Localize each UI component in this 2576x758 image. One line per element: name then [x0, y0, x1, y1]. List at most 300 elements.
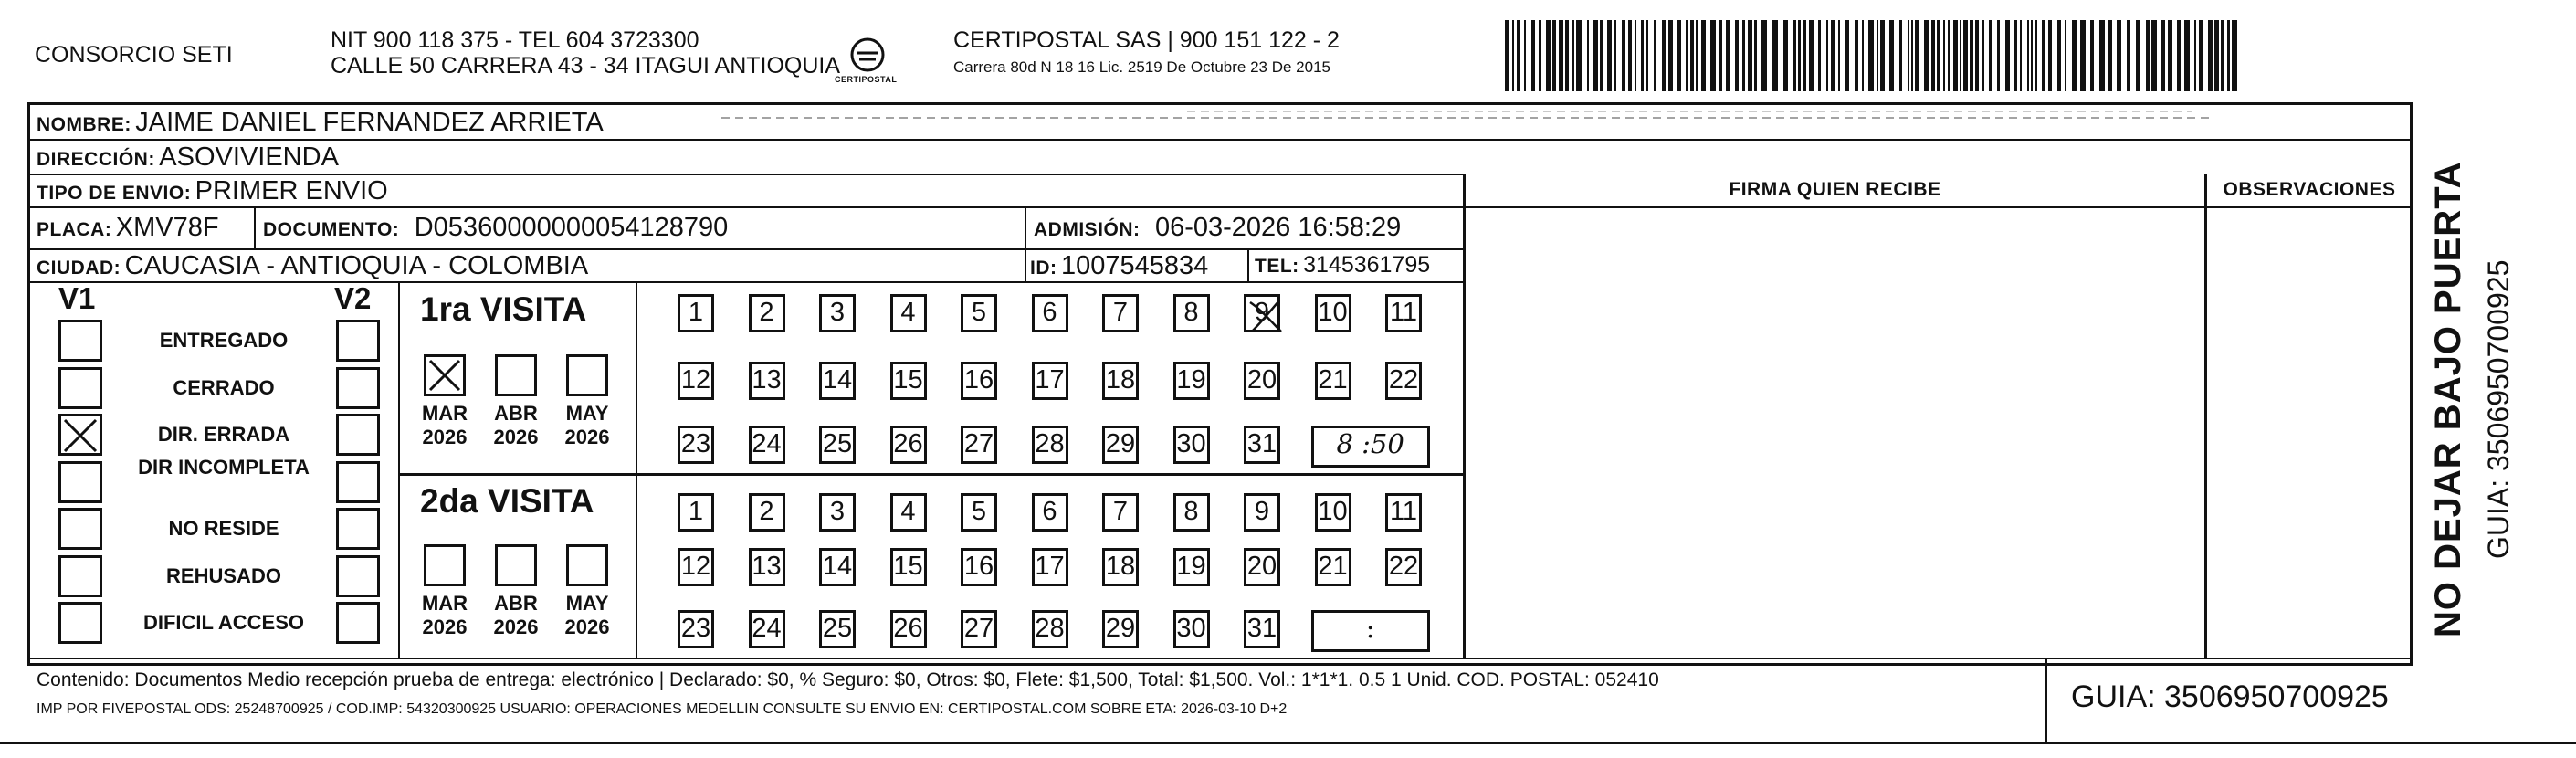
barcode-bar [1628, 20, 1632, 91]
barcode-bar [1587, 20, 1589, 91]
barcode-bar [1754, 20, 1757, 91]
second-day-cell[interactable] [890, 493, 927, 532]
v2-checkbox-6[interactable] [336, 602, 380, 644]
day-number: 25 [822, 614, 853, 643]
barcode-bar [1803, 20, 1806, 91]
admision-label: ADMISIÓN: [1034, 219, 1141, 240]
barcode-bar [2177, 20, 2181, 91]
x-mark-icon [426, 357, 463, 394]
month-year: 2026 [422, 426, 468, 448]
day-number: 16 [963, 365, 994, 395]
firma-area[interactable] [1466, 206, 2204, 658]
contenido-line: Contenido: Documentos Medio recepción prueba de entrega: electrónico | Declarado: $0, % Seguro: $0, Otros: $0, Flete: $1,500, Total: $1,500. Vol.: 1*1*1. 0.5 1 Unid. COD. POSTAL: 052410 [37, 669, 1659, 690]
second-day-cell[interactable] [1315, 548, 1351, 586]
barcode-bar [1524, 20, 1526, 91]
second-day-cell[interactable] [1032, 610, 1068, 648]
barcode-bar [1924, 20, 1929, 91]
documento-row [263, 213, 728, 243]
observaciones-header: OBSERVACIONES [2223, 179, 2396, 200]
day-number: 14 [822, 552, 853, 581]
month-year: 2026 [493, 426, 539, 448]
first-time-box[interactable]: 8 :50 [1311, 426, 1430, 468]
barcode-bar [2146, 20, 2150, 91]
second-day-cell[interactable] [1385, 493, 1422, 532]
barcode-bar [1989, 20, 1992, 91]
imp-line: IMP POR FIVEPOSTAL ODS: 25248700925 / COD.IMP: 54320300925 USUARIO: OPERACIONES MEDELLIN CONSULTE SU ENVIO EN: CERTIPOSTAL.COM SOBRE ETA: 2026-03-10 D+2 [37, 701, 1288, 717]
first-day-cell[interactable] [1102, 294, 1139, 332]
barcode-bar [2005, 20, 2010, 91]
barcode-bar [2108, 20, 2112, 91]
barcode-bar [2136, 20, 2140, 91]
barcode-bar [1614, 20, 1616, 91]
v2-checkbox-4[interactable] [336, 508, 380, 550]
second-day-cell[interactable] [749, 610, 785, 648]
day-number: 18 [1105, 552, 1136, 581]
first-day-cell[interactable] [961, 426, 997, 464]
day-number: 30 [1176, 614, 1206, 643]
carrier-address: Carrera 80d N 18 16 Lic. 2519 De Octubre 23 De 2015 [953, 58, 1330, 76]
tipo-row [37, 176, 388, 206]
day-number: 31 [1246, 429, 1277, 458]
day-number: 2 [759, 497, 774, 526]
barcode-bar [2090, 20, 2094, 91]
barcode-bar [2048, 20, 2052, 91]
day-number: 25 [822, 429, 853, 458]
ciudad-label: CIUDAD: [37, 258, 121, 279]
placa-value: XMV78F [115, 213, 219, 242]
second-day-cell[interactable] [1102, 548, 1139, 586]
barcode-bar [1539, 20, 1541, 91]
barcode-bar [2221, 20, 2224, 91]
day-number: 28 [1035, 614, 1065, 643]
month-year: 2026 [422, 616, 468, 638]
direccion-value: ASOVIVIENDA [159, 142, 339, 172]
second-day-cell[interactable] [1032, 548, 1068, 586]
barcode-bar [1512, 20, 1514, 91]
barcode-bar [2057, 20, 2061, 91]
status-option-label: DIR. ERRADA [157, 423, 290, 446]
tipo-label: TIPO DE ENVIO: [37, 183, 192, 204]
guia-vertical: GUIA: 3506950700925 [2482, 259, 2515, 559]
status-option-label: DIFICIL ACCESO [142, 611, 304, 634]
day-number: 27 [963, 614, 994, 643]
barcode-icon [1505, 20, 2237, 91]
first-day-cell[interactable] [890, 426, 927, 464]
status-option-label: DIR INCOMPLETA [138, 455, 310, 479]
second-day-cell[interactable] [749, 548, 785, 586]
first-day-cell[interactable] [678, 426, 714, 464]
first-day-cell[interactable] [1102, 426, 1139, 464]
day-number: 27 [963, 429, 994, 458]
day-number: 29 [1105, 429, 1136, 458]
barcode-bar [1552, 20, 1556, 91]
day-number: 12 [680, 552, 711, 581]
admision-value: 06-03-2026 16:58:29 [1154, 213, 1402, 242]
first-day-cell[interactable] [1173, 362, 1210, 400]
first-day-cell[interactable] [1032, 426, 1068, 464]
day-number: 14 [822, 365, 853, 395]
barcode-bar [2184, 20, 2190, 91]
second-day-cell[interactable] [749, 493, 785, 532]
day-number: 20 [1246, 365, 1277, 395]
second-day-cell[interactable] [819, 610, 856, 648]
first-day-cell[interactable] [1032, 362, 1068, 400]
barcode-bar [2027, 20, 2029, 91]
day-number: 3 [829, 497, 846, 526]
barcode-bar [2014, 20, 2017, 91]
barcode-graphic [1505, 20, 2237, 91]
day-number: 23 [680, 614, 711, 643]
second-day-cell[interactable] [1173, 610, 1210, 648]
day-number: 19 [1176, 552, 1206, 581]
placa-label: PLACA: [37, 219, 112, 240]
barcode-bar [1546, 20, 1551, 91]
barcode-bar [1899, 20, 1902, 91]
day-number: 24 [752, 429, 782, 458]
second-day-cell[interactable] [678, 610, 714, 648]
barcode-bar [2031, 20, 2033, 91]
second-day-cell[interactable] [1102, 610, 1139, 648]
v1-label: V1 [58, 281, 96, 315]
logo-text: CERTIPOSTAL [835, 75, 898, 84]
barcode-bar [1668, 20, 1673, 91]
first-day-cell[interactable] [819, 362, 856, 400]
first-day-cell[interactable] [1244, 294, 1280, 332]
day-number: 21 [1318, 365, 1348, 395]
barcode-bar [1862, 20, 1864, 91]
second-day-cell[interactable] [890, 610, 927, 648]
barcode-bar [1937, 20, 1940, 91]
tel-row [1255, 252, 1430, 279]
second-day-cell[interactable] [1244, 548, 1280, 586]
barcode-bar [1701, 20, 1706, 91]
barcode-bar [1963, 20, 1968, 91]
day-number: 11 [1389, 497, 1418, 526]
barcode-bar [2232, 20, 2237, 91]
v1-checkbox-5[interactable] [58, 555, 102, 597]
day-number: 24 [752, 614, 782, 643]
barcode-bar [1641, 20, 1644, 91]
barcode-bar [1742, 20, 1745, 91]
day-number: 29 [1105, 614, 1136, 643]
day-number: 5 [971, 298, 987, 327]
first-day-cell[interactable] [1244, 362, 1280, 400]
barcode-bar [1855, 20, 1858, 91]
first-day-cell[interactable] [678, 294, 714, 332]
nombre-row [37, 108, 604, 138]
documento-value: D05360000000054128790 [414, 213, 729, 242]
first-visit-title: 1ra VISITA [420, 290, 587, 328]
barcode-bar [1607, 20, 1612, 91]
barcode-bar [1748, 20, 1752, 91]
company-name: CONSORCIO SETI [35, 42, 233, 68]
barcode-bar [2161, 20, 2165, 91]
first-day-cell[interactable] [890, 362, 927, 400]
carrier-name: CERTIPOSTAL SAS | 900 151 122 - 2 [953, 27, 1340, 53]
day-number: 22 [1388, 552, 1419, 581]
placa-row [37, 213, 219, 243]
barcode-bar [1911, 20, 1913, 91]
second-day-cell[interactable] [961, 493, 997, 532]
barcode-bar [2020, 20, 2022, 91]
id-row [1030, 251, 1208, 281]
first-day-cell[interactable] [961, 362, 997, 400]
barcode-bar [2194, 20, 2196, 91]
second-day-cell[interactable] [961, 548, 997, 586]
month-name: ABR [494, 592, 538, 615]
barcode-bar [2065, 20, 2066, 91]
day-number: 3 [829, 298, 846, 327]
day-mark [1245, 295, 1285, 342]
day-number: 23 [680, 429, 711, 458]
barcode-bar [2099, 20, 2105, 91]
first-day-cell[interactable] [961, 294, 997, 332]
month-name: ABR [494, 402, 538, 425]
second-day-cell[interactable] [890, 548, 927, 586]
v1-checkbox-1[interactable] [58, 367, 102, 409]
no-dejar-warning: NO DEJAR BAJO PUERTA [2428, 161, 2468, 637]
barcode-bar [1831, 20, 1835, 91]
barcode-bar [2199, 20, 2203, 91]
tel-value: 3145361795 [1303, 252, 1431, 278]
barcode-bar [1690, 20, 1694, 91]
id-value: 1007545834 [1060, 251, 1209, 280]
day-number: 30 [1176, 429, 1206, 458]
first-day-cell[interactable] [1102, 362, 1139, 400]
barcode-bar [1772, 20, 1778, 91]
day-number: 4 [900, 497, 916, 526]
barcode-bar [1953, 20, 1958, 91]
v1-checkbox-3[interactable] [58, 461, 102, 503]
day-number: 26 [893, 614, 923, 643]
second-month-checkbox-2[interactable] [566, 544, 608, 586]
barcode-bar [1565, 20, 1569, 91]
second-day-cell[interactable] [678, 548, 714, 586]
day-number: 28 [1035, 429, 1065, 458]
second-day-cell[interactable] [678, 493, 714, 532]
v2-checkbox-3[interactable] [336, 461, 380, 503]
first-day-cell[interactable] [819, 426, 856, 464]
barcode-bar [1948, 20, 1950, 91]
barcode-bar [1783, 20, 1788, 91]
barcode-bar [1646, 20, 1648, 91]
day-number: 12 [680, 365, 711, 395]
month-year: 2026 [564, 616, 610, 638]
barcode-bar [2208, 20, 2213, 91]
first-day-cell[interactable] [749, 362, 785, 400]
day-number: 31 [1246, 614, 1277, 643]
barcode-bar [1793, 20, 1796, 91]
first-day-cell[interactable] [749, 426, 785, 464]
barcode-bar [1960, 20, 1961, 91]
barcode-bar [1505, 20, 1509, 91]
status-option-label: NO RESIDE [168, 517, 279, 540]
v2-checkbox-5[interactable] [336, 555, 380, 597]
first-day-cell[interactable] [819, 294, 856, 332]
barcode-bar [1677, 20, 1681, 91]
barcode-bar [1943, 20, 1945, 91]
v2-checkbox-2[interactable] [336, 414, 380, 456]
first-day-cell[interactable] [1385, 294, 1422, 332]
barcode-bar [1970, 20, 1973, 91]
barcode-bar [1710, 20, 1716, 91]
second-day-cell[interactable] [819, 548, 856, 586]
ciudad-row [37, 251, 588, 281]
first-month-checkbox-0[interactable] [424, 354, 466, 396]
first-day-cell[interactable] [1032, 294, 1068, 332]
barcode-bar [1696, 20, 1698, 91]
second-day-cell[interactable] [1244, 493, 1280, 532]
barcode-bar [1572, 20, 1574, 91]
observaciones-area[interactable] [2208, 206, 2410, 658]
month-label [482, 592, 550, 639]
month-label [411, 592, 478, 639]
month-label [411, 402, 478, 449]
month-name: MAR [421, 402, 468, 425]
v2-label: V2 [334, 281, 372, 315]
barcode-bar [1622, 20, 1625, 91]
status-option-label: ENTREGADO [159, 329, 289, 352]
barcode-bar [2151, 20, 2157, 91]
day-number: 7 [1112, 497, 1129, 526]
month-year: 2026 [564, 426, 610, 448]
ciudad-value: CAUCASIA - ANTIOQUIA - COLOMBIA [124, 251, 589, 280]
day-number: 21 [1318, 552, 1348, 581]
second-day-cell[interactable] [1385, 548, 1422, 586]
certipostal-logo [835, 35, 898, 93]
v1-checkbox-4[interactable] [58, 508, 102, 550]
barcode-bar [1868, 20, 1874, 91]
first-day-cell[interactable] [1173, 294, 1210, 332]
day-number: 13 [752, 365, 782, 395]
barcode-bar [2168, 20, 2172, 91]
day-number: 26 [893, 429, 923, 458]
v1-checkbox-0[interactable] [58, 320, 102, 362]
second-day-cell[interactable] [1244, 610, 1280, 648]
second-day-cell[interactable] [961, 610, 997, 648]
first-day-cell[interactable] [1244, 426, 1280, 464]
first-day-cell[interactable] [678, 362, 714, 400]
day-number: 1 [688, 298, 704, 327]
barcode-bar [2214, 20, 2219, 91]
logo-icon [840, 35, 895, 93]
first-day-cell[interactable] [1173, 426, 1210, 464]
day-number: 15 [893, 552, 923, 581]
direccion-row [37, 142, 339, 173]
day-number: 10 [1318, 497, 1348, 526]
day-number: 9 [1254, 497, 1270, 526]
second-day-cell[interactable] [1315, 493, 1351, 532]
barcode-bar [2080, 20, 2086, 91]
barcode-bar [1997, 20, 2000, 91]
first-day-cell[interactable] [1385, 362, 1422, 400]
barcode-bar [1662, 20, 1666, 91]
second-time-box[interactable]: : [1311, 610, 1430, 652]
day-number: 8 [1183, 497, 1199, 526]
company-address: CALLE 50 CARRERA 43 - 34 ITAGUI ANTIOQUIA [331, 53, 841, 79]
v1-checkbox-6[interactable] [58, 602, 102, 644]
day-number: 6 [1042, 497, 1057, 526]
first-day-cell[interactable] [1315, 362, 1351, 400]
scribble-mark-icon [1245, 295, 1285, 335]
barcode-bar [1517, 20, 1520, 91]
guia-footer: GUIA: 3506950700925 [2071, 679, 2389, 714]
tel-label: TEL: [1255, 256, 1299, 277]
barcode-bar [1889, 20, 1894, 91]
barcode-bar [1719, 20, 1722, 91]
direccion-label: DIRECCIÓN: [37, 149, 155, 170]
first-day-cell[interactable] [890, 294, 927, 332]
barcode-bar [1931, 20, 1935, 91]
barcode-bar [1809, 20, 1814, 91]
second-visit-title: 2da VISITA [420, 482, 594, 520]
second-day-cell[interactable] [1102, 493, 1139, 532]
barcode-bar [1635, 20, 1636, 91]
month-name: MAY [565, 402, 609, 425]
second-day-cell[interactable] [1173, 493, 1210, 532]
status-option-label: CERRADO [173, 375, 275, 399]
barcode-bar [1818, 20, 1821, 91]
barcode-bar [1880, 20, 1885, 91]
nombre-value: JAIME DANIEL FERNANDEZ ARRIETA [135, 108, 604, 137]
admision-row [1034, 213, 1401, 243]
first-month-checkbox-2[interactable] [566, 354, 608, 396]
x-mark-icon [61, 416, 100, 455]
day-number: 9 [1254, 298, 1270, 327]
month-name: MAR [421, 592, 468, 615]
v1-checkbox-2[interactable] [58, 414, 102, 456]
tipo-value: PRIMER ENVIO [195, 176, 388, 205]
second-month-checkbox-1[interactable] [495, 544, 537, 586]
barcode-bar [1982, 20, 1984, 91]
barcode-bar [1877, 20, 1878, 91]
second-day-cell[interactable] [1032, 493, 1068, 532]
day-number: 1 [688, 497, 704, 526]
barcode-bar [1838, 20, 1840, 91]
day-number: 22 [1388, 365, 1419, 395]
month-name: MAY [565, 592, 609, 615]
first-day-cell[interactable] [749, 294, 785, 332]
barcode-bar [1908, 20, 1909, 91]
v2-checkbox-1[interactable] [336, 367, 380, 409]
first-month-checkbox-1[interactable] [495, 354, 537, 396]
day-number: 18 [1105, 365, 1136, 395]
day-number: 5 [971, 497, 987, 526]
day-number: 13 [752, 552, 782, 581]
day-number: 11 [1389, 298, 1418, 327]
month-label [553, 402, 621, 449]
barcode-bar [1915, 20, 1919, 91]
documento-label: DOCUMENTO: [263, 219, 400, 240]
barcode-bar [1761, 20, 1767, 91]
v2-checkbox-0[interactable] [336, 320, 380, 362]
barcode-bar [2072, 20, 2077, 91]
barcode-bar [1726, 20, 1730, 91]
first-day-cell[interactable] [1315, 294, 1351, 332]
barcode-bar [1845, 20, 1849, 91]
barcode-bar [1531, 20, 1535, 91]
barcode-bar [1798, 20, 1801, 91]
day-number: 6 [1042, 298, 1057, 327]
barcode-bar [2127, 20, 2130, 91]
barcode-bar [1654, 20, 1656, 91]
second-month-checkbox-0[interactable] [424, 544, 466, 586]
nombre-label: NOMBRE: [37, 114, 131, 135]
barcode-bar [2035, 20, 2037, 91]
barcode-bar [1686, 20, 1688, 91]
second-day-cell[interactable] [1173, 548, 1210, 586]
second-day-cell[interactable] [819, 493, 856, 532]
